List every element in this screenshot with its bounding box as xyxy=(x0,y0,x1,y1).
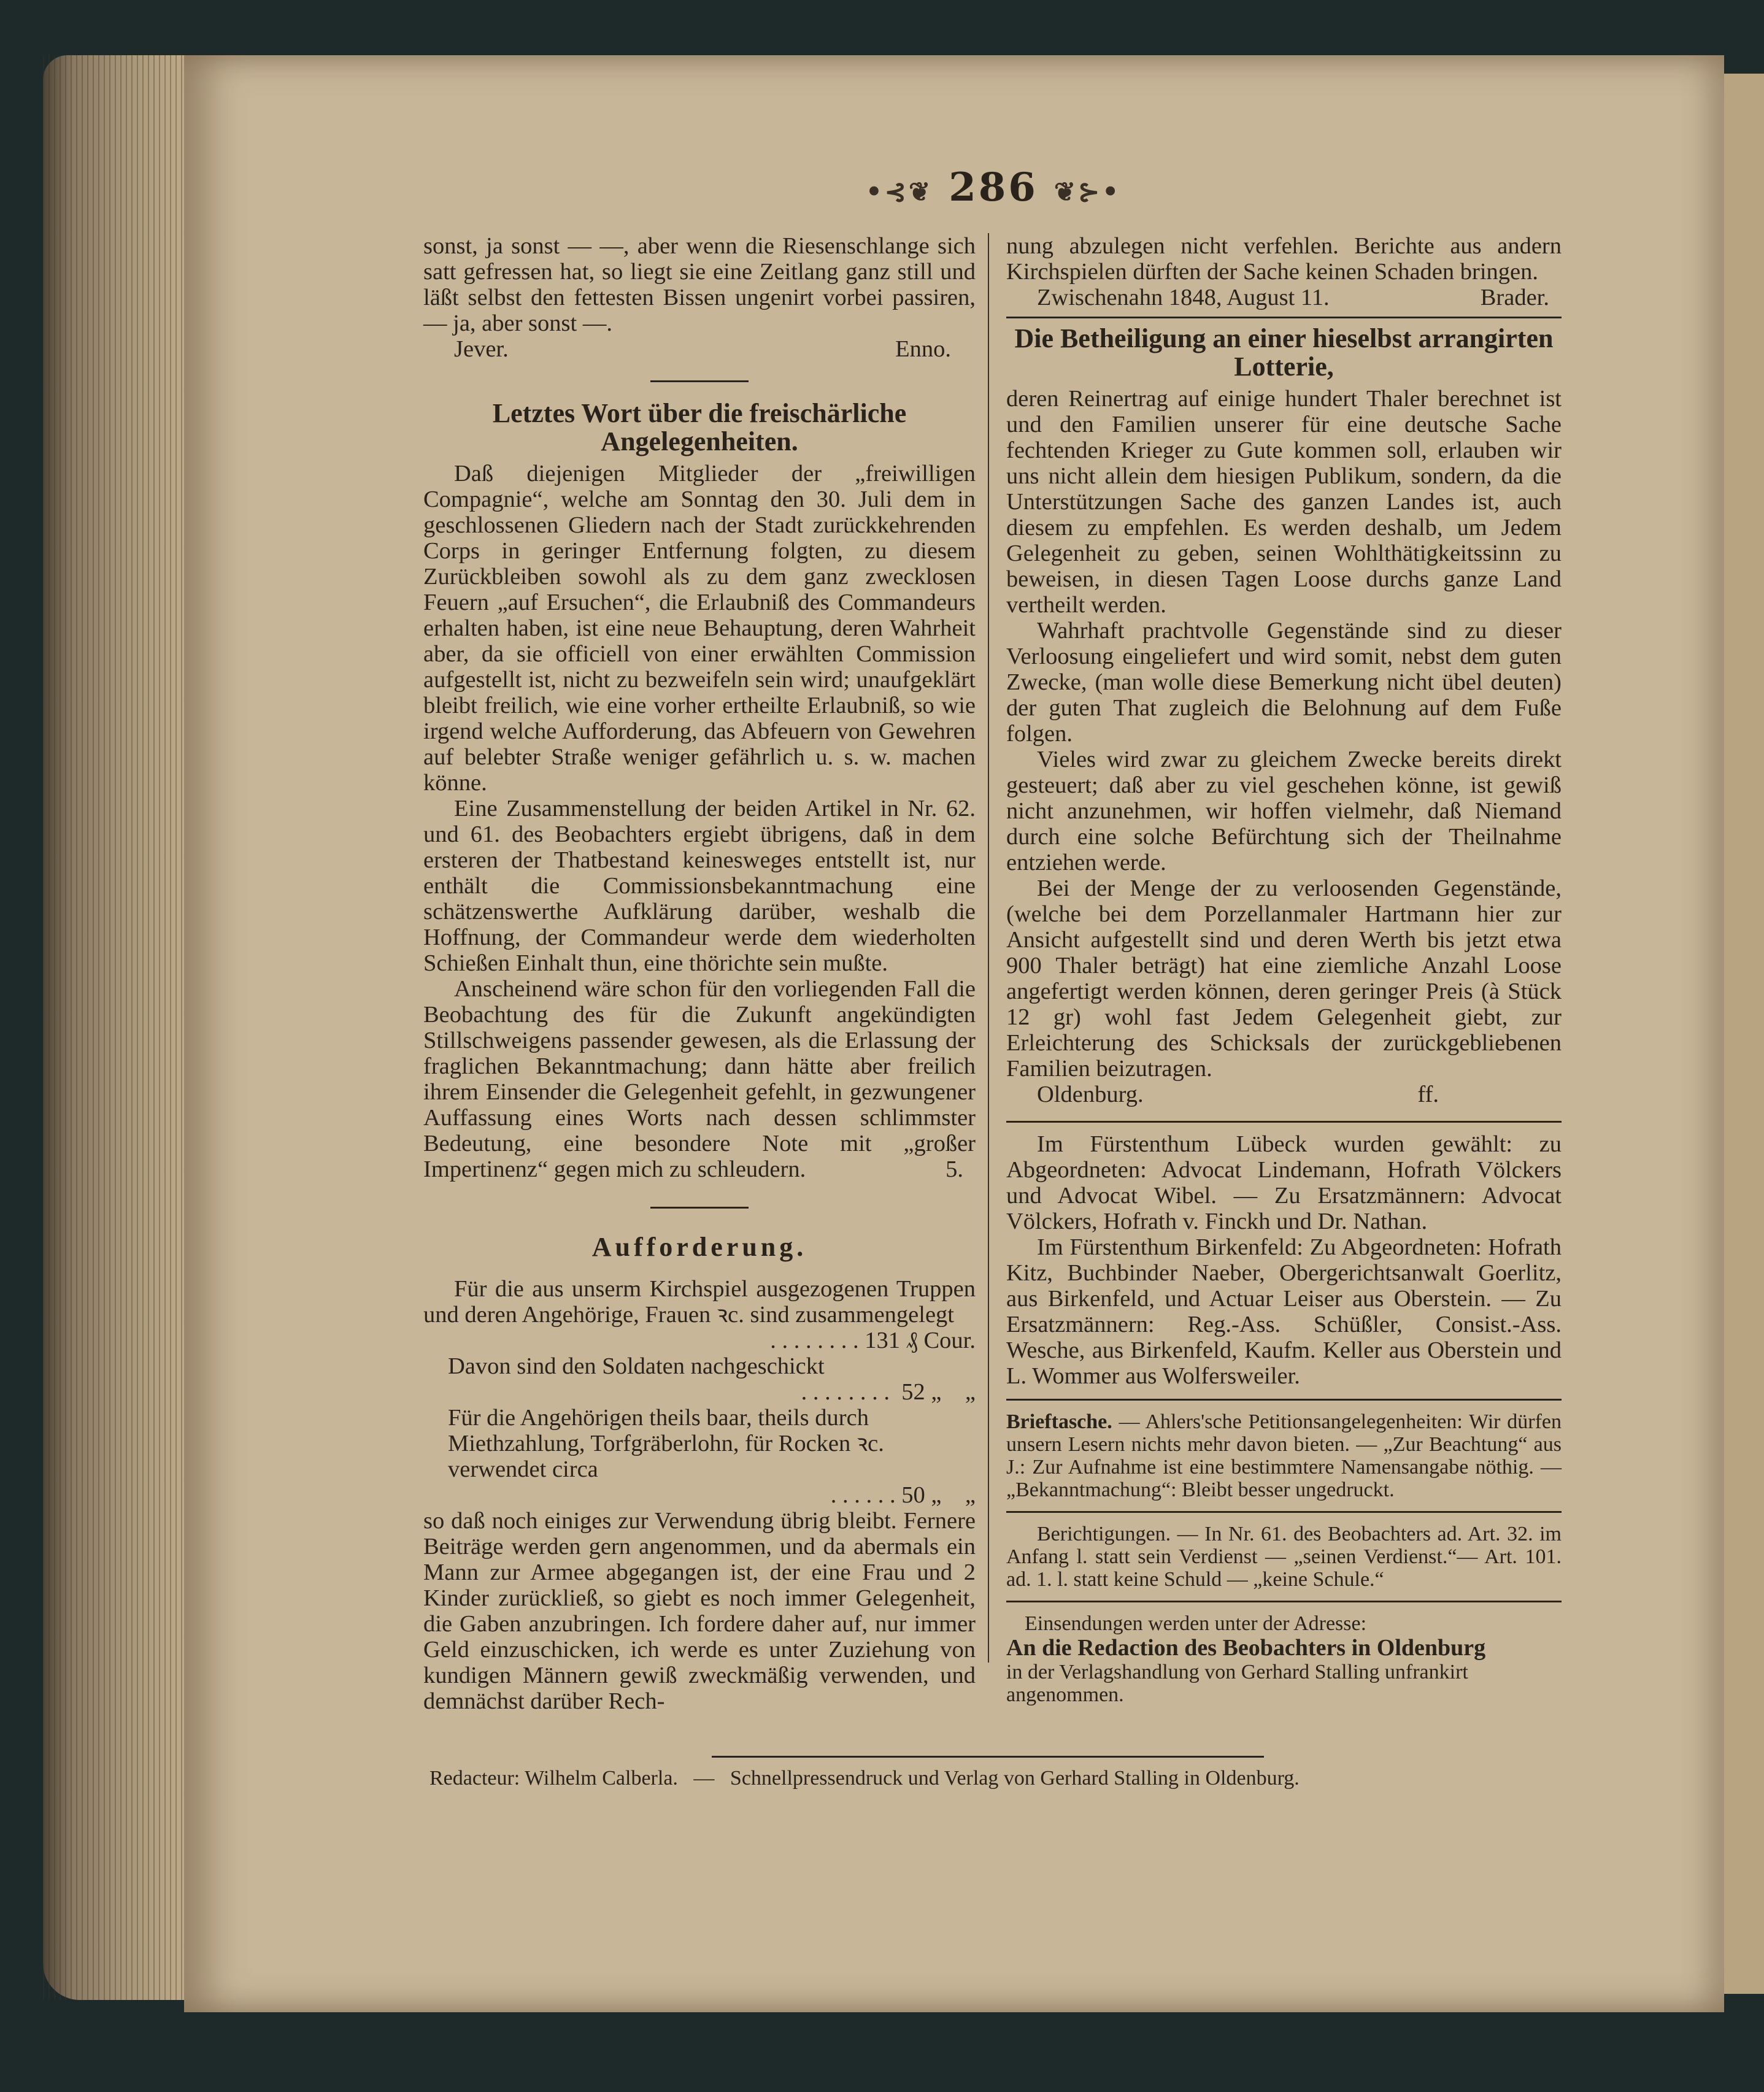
ornament-left-icon: •⊰❦ xyxy=(866,177,933,207)
article-signature: Zwischenahn 1848, August 11. Brader. xyxy=(1037,285,1549,310)
book-page-edges xyxy=(43,55,196,2000)
article-paragraph: Daß diejenigen Mitglieder der „freiwilligen Compagnie“, welche am Sonntag den 30. Juli dem in geschlossenen Gliedern nach der Stadt zurückkehrenden Corps in geringer Entfernung folgten, zu diesem Zurückbleiben sowohl als zu dem ganz zwecklosen Feuern „auf Ersuchen“, die Erlaubniß des Commandeurs erhalten haben, ist eine neue Behauptung, deren Wahrheit aber, da sie officiell von einer erwählten Commission aufgestellt ist, nicht zu bezweifeln sein wird; unaufgeklärt bleibt freilich, wie eine vorher ertheilte Erlaubniß, so wie irgend welche Aufforderung, das Abfeuern von Gewehren auf belebter Straße weniger gefährlich u. s. w. machen könne. xyxy=(423,461,976,796)
article-paragraph: deren Reinertrag auf einige hundert Thaler berechnet ist und den Familien unserer für eine deutsche Sache fechtenden Krieger zu Gute kommen soll, erlauben wir uns nicht allein dem hiesigen Publikum, sondern, da die Unterstützungen Sache des ganzen Landes ist, auch diesem zu empfehlen. Es werden deshalb, um Jedem Gelegenheit zu geben, seinen Wohlthätigkeitssinn zu beweisen, in diesen Tagen Loose durchs ganze Land vertheilt werden. xyxy=(1006,386,1562,618)
imprint-footer: Redacteur: Wilhelm Calberla. — Schnellpressendruck und Verlag von Gerhard Stalling in Oldenburg. xyxy=(429,1767,1300,1790)
continued-text: nung abzulegen nicht verfehlen. Berichte aus andern Kirchspielen dürften der Sache keinen Schaden bringen. xyxy=(1006,233,1562,285)
intro-signature: Jever. Enno. xyxy=(454,336,951,362)
list-item: Davon sind den Soldaten nachgeschickt . . . . . . . . 52 „ „ xyxy=(448,1353,976,1405)
brieftasche: Brieftasche. — Ahlers'sche Petitionsangelegenheiten: Wir dürfen unsern Lesern nichts mehr davon bieten. — „Zur Beachtung“ aus J.: Zur Aufnahme ist eine bestimmtere Namensangabe nöthig. — „Bekanntmachung“: Bleibt besser ungedruckt. xyxy=(1006,1410,1562,1501)
notice-line: Einsendungen werden unter der Adresse: xyxy=(1025,1612,1367,1635)
page-number: •⊰❦ 286 ❦⊱• xyxy=(866,164,1122,210)
article-paragraph: Vieles wird zwar zu gleichem Zwecke bereits direkt gesteuert; daß aber zu viel geschehen könne, ist gewiß nicht anzunehmen, wir hoffen vielmehr, daß Niemand durch eine solche Befürchtung sich der Theilnahme entziehen werde. xyxy=(1006,747,1562,875)
notice-address: An die Redaction des Beobachters in Oldenburg xyxy=(1006,1635,1486,1661)
left-column xyxy=(423,233,976,1714)
separator xyxy=(1006,1121,1562,1123)
article-paragraph: Wahrhaft prachtvolle Gegenstände sind zu dieser Verloosung eingeliefert und wird somit, nebst dem guten Zwecke, (man wolle diese Bemerkung nicht übel deuten) der guten That zugleich die Belohnung auf dem Fuße folgen. xyxy=(1006,618,1562,747)
separator xyxy=(1006,1511,1562,1513)
separator xyxy=(1006,1601,1562,1602)
adjacent-page-edge xyxy=(1718,74,1764,1994)
article-title: Aufforderung. xyxy=(591,1232,807,1262)
column-divider xyxy=(988,233,989,1663)
article-paragraph: Anscheinend wäre schon für den vorliegenden Fall die Beobachtung des für die Zukunft angekündigten Stillschweigens passender gewesen, als die Erlassung der fraglichen Bekanntmachung; dann hätte aber freilich ihrem Einsender die Gelegenheit gefehlt, in gezwungener Auffassung eines Worts nach dessen schlimmster Bedeutung, eine besondere Note mit „großer Impertinenz“ gegen mich zu schleudern. 5. xyxy=(423,976,976,1182)
footer-rule xyxy=(712,1756,1264,1758)
article-paragraph: Eine Zusammenstellung der beiden Artikel in Nr. 62. und 61. des Beobachters ergiebt übrigens, daß in dem ersteren der Thatbestand keinesweges entstellt ist, nur enthält die Commissionsbekanntmachung eine schätzenswerthe Aufklärung darüber, weshalb die Hoffnung, der Commandeur werde dem wiederholten Schießen Einhalt thun, eine thörichte sein mußte. xyxy=(423,796,976,976)
ornament-right-icon: ❦⊱• xyxy=(1053,177,1122,207)
separator xyxy=(1006,1399,1562,1401)
donation-list xyxy=(423,1328,976,1508)
separator xyxy=(650,380,749,382)
article-paragraph: so daß noch einiges zur Verwendung übrig bleibt. Fernere Beiträge werden gern angenommen, und da abermals ein Mann zur Armee abgegangen ist, der eine Frau und 2 Kinder zurückließ, so giebt es noch immer Gelegenheit, die Gaben anzubringen. Ich fordere daher auf, nur immer Geld einzuschicken, ich werde es unter Zuziehung von kundigen Männern gewiß zweckmäßig verwenden, und demnächst darüber Rech- xyxy=(423,1508,976,1714)
article-paragraph: Für die aus unserm Kirchspiel ausgezogenen Truppen und deren Angehörige, Frauen ꝛc. sind zusammengelegt xyxy=(423,1276,976,1328)
article-title: Die Betheiligung an einer hieselbst arrangirten Lotterie, xyxy=(1014,323,1554,382)
berichtigungen: Berichtigungen. — In Nr. 61. des Beobachters ad. Art. 32. im Anfang l. statt sein Verdienst — „seinen Verdienst.“— Art. 101. ad. 1. l. statt keine Schuld — „keine Schule.“ xyxy=(1006,1523,1562,1591)
article-paragraph: Bei der Menge der zu verloosenden Gegenstände, (welche bei dem Porzellanmaler Hartmann hier zur Ansicht aufgestellt sind und deren Werth bis jetzt etwa 900 Thaler beträgt) hat eine ziemliche Anzahl Loose angefertigt werden können, deren geringer Preis (à Stück 12 gr) wohl fast Jedem Gelegenheit giebt, zur Erleichterung des Schicksals der zurückgebliebenen Familien beizutragen. xyxy=(1006,875,1562,1082)
article-signature: Oldenburg. ff. xyxy=(1037,1082,1439,1107)
intro-text: sonst, ja sonst — —, aber wenn die Riesenschlange sich satt gefressen hat, so liegt sie eine Zeitlang ganz still und läßt selbst den fettesten Bissen ungenirt vorbei passiren, — ja, aber sonst —. xyxy=(423,233,976,336)
article-title: Letztes Wort über die freischärliche Angelegenheiten. xyxy=(492,398,907,456)
separator xyxy=(650,1207,749,1209)
list-item: . . . . . . . . 131 ₰ Cour. xyxy=(770,1328,976,1353)
notice-line: in der Verlagshandlung von Gerhard Stalling unfrankirt angenommen. xyxy=(1006,1661,1468,1706)
news-paragraph: Im Fürstenthum Lübeck wurden gewählt: zu Abgeordneten: Advocat Lindemann, Hofrath Völckers und Advocat Wibel. — Zu Ersatzmännern: Advocat Völckers, Hofrath v. Finckh und Dr. Nathan. xyxy=(1006,1131,1562,1234)
separator xyxy=(1006,317,1562,318)
right-column xyxy=(1006,233,1562,1706)
list-item: Für die Angehörigen theils baar, theils durch Miethzahlung, Torfgräberlohn, für Rocken ꝛc. verwendet circa . . . . . . 50 „ „ xyxy=(448,1405,976,1508)
news-paragraph: Im Fürstenthum Birkenfeld: Zu Abgeordneten: Hofrath Kitz, Buchbinder Naeber, Obergerichtsanwalt Goerlitz, aus Birkenfeld, und Actuar Leiser aus Oberstein. — Zu Ersatzmännern: Reg.-Ass. Schüßler, Consist.-Ass. Wesche, aus Birkenfeld, Kaufm. Keller aus Oberstein und L. Wommer aus Wolfersweiler. xyxy=(1006,1234,1562,1389)
